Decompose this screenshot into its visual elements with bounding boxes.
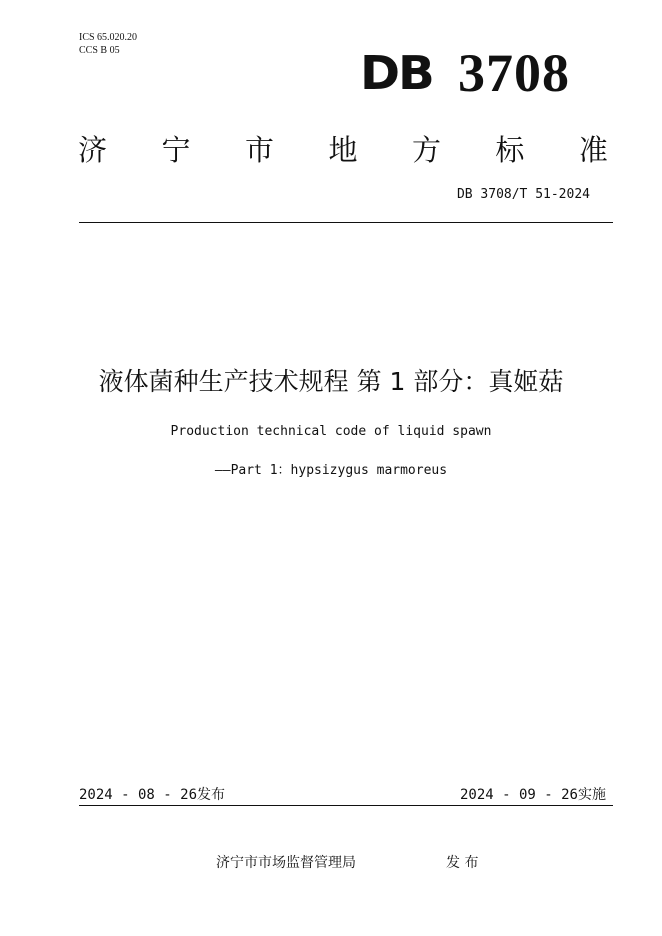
standard-type-char: 地	[328, 133, 358, 167]
standard-type-heading	[78, 132, 608, 168]
footer-divider	[79, 805, 613, 806]
standard-type-char: 准	[578, 133, 608, 167]
issuer-name: 济宁市市场监督管理局	[216, 855, 356, 871]
issue-date: 2024 - 08 - 26	[79, 787, 198, 803]
issue-date-block	[79, 785, 225, 805]
document-title-cn: 液体菌种生产技术规程 第 1 部分：真姬菇	[98, 367, 564, 396]
implement-date: 2024 - 09 - 26	[459, 787, 578, 803]
issue-label: 发布	[197, 787, 226, 803]
standard-type-char: 济	[78, 133, 108, 167]
standard-type-char: 标	[495, 133, 525, 167]
db-logo-mark: DB	[360, 46, 433, 100]
classification-block	[79, 31, 137, 57]
ics-code: ICS 65.020.20	[79, 32, 138, 43]
implement-date-block	[460, 785, 606, 805]
standard-type-char: 市	[244, 133, 274, 167]
document-subtitle-en: ——Part 1：hypsizygus marmoreus	[214, 463, 448, 478]
issuer-action: 发 布	[446, 855, 479, 871]
implement-label: 实施	[578, 787, 606, 803]
db-logo-number: 3708	[458, 43, 570, 103]
standard-code: DB 3708/T 51-2024	[456, 187, 590, 202]
standard-type-char: 方	[411, 133, 441, 167]
document-title-en: Production technical code of liquid spawn	[170, 424, 492, 439]
ccs-code: CCS B 05	[79, 45, 120, 56]
db-logo	[360, 43, 570, 103]
standard-type-char: 宁	[161, 133, 191, 167]
header-divider	[79, 222, 613, 223]
